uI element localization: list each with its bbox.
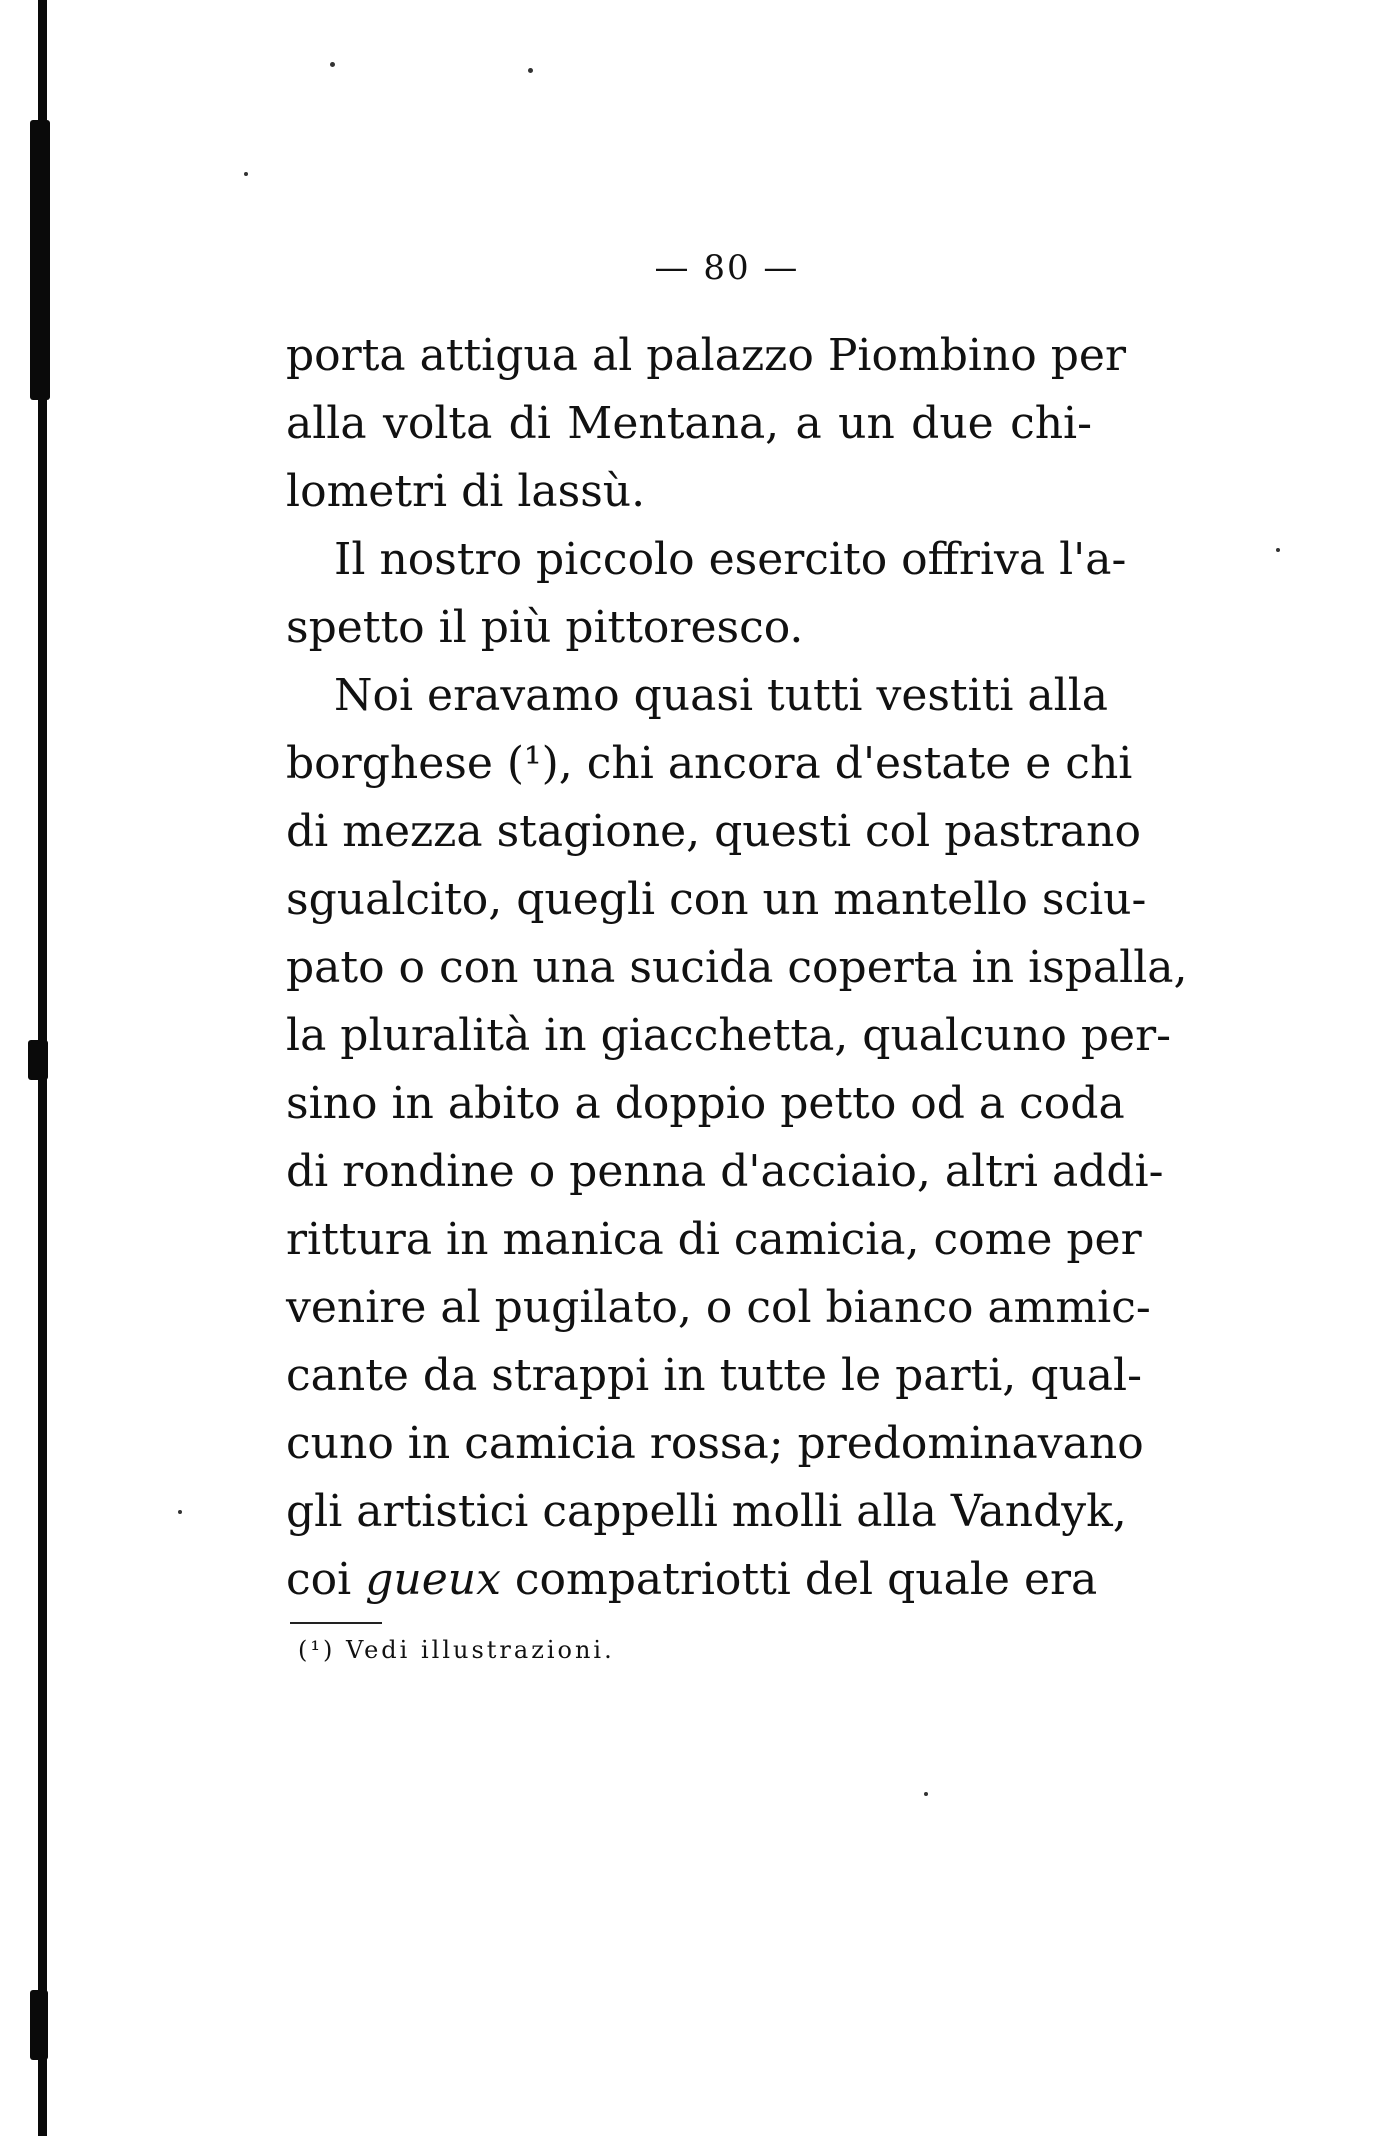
scan-speck: [1276, 548, 1280, 552]
text-line: spetto il più pittoresco.: [286, 602, 804, 653]
scan-speck: [244, 172, 248, 176]
text-line: sino in abito a doppio petto od a coda: [286, 1078, 1125, 1129]
body-text: [286, 322, 1188, 1614]
text-line-last: [286, 1546, 1098, 1614]
text-line: Noi eravamo quasi tutti vestiti alla: [334, 670, 1109, 721]
text-before: coi: [286, 1554, 366, 1605]
text-line: Il nostro piccolo esercito offriva l'a-: [334, 534, 1127, 585]
text-line: cuno in camicia rossa; predominavano: [286, 1418, 1144, 1469]
text-line: porta attigua al palazzo Piombino per: [286, 330, 1126, 381]
text-line: pato o con una sucida coperta in ispalla,: [286, 942, 1188, 993]
footnote-rule: [290, 1622, 382, 1624]
text-line: venire al pugilato, o col bianco ammic-: [286, 1282, 1151, 1333]
text-line: gli artistici cappelli molli alla Vandyk,: [286, 1486, 1127, 1537]
scan-edge-mark: [28, 1040, 48, 1080]
text-line: lometri di lassù.: [286, 466, 646, 517]
text-line: alla volta di Mentana, a un due chi-: [286, 398, 1092, 449]
text-line: di rondine o penna d'acciaio, altri addi-: [286, 1146, 1164, 1197]
italic-word: gueux: [365, 1554, 501, 1605]
text-line: borghese (¹), chi ancora d'estate e chi: [286, 738, 1133, 789]
text-after: compatriotti del quale era: [500, 1554, 1098, 1605]
scan-speck: [330, 62, 335, 67]
text-line: la pluralità in giacchetta, qualcuno per-: [286, 1010, 1171, 1061]
scan-speck: [178, 1510, 182, 1514]
text-line: di mezza stagione, questi col pastrano: [286, 806, 1141, 857]
text-line: sgualcito, quegli con un mantello sciu-: [286, 874, 1147, 925]
page-number: — 80 —: [654, 248, 800, 288]
scan-edge-mark: [30, 1990, 48, 2060]
text-line: cante da strappi in tutte le parti, qual-: [286, 1350, 1142, 1401]
text-line: rittura in manica di camicia, come per: [286, 1214, 1142, 1265]
scan-speck: [528, 68, 533, 73]
scan-speck: [924, 1792, 928, 1796]
footnote: (¹) Vedi illustrazioni.: [298, 1636, 615, 1664]
